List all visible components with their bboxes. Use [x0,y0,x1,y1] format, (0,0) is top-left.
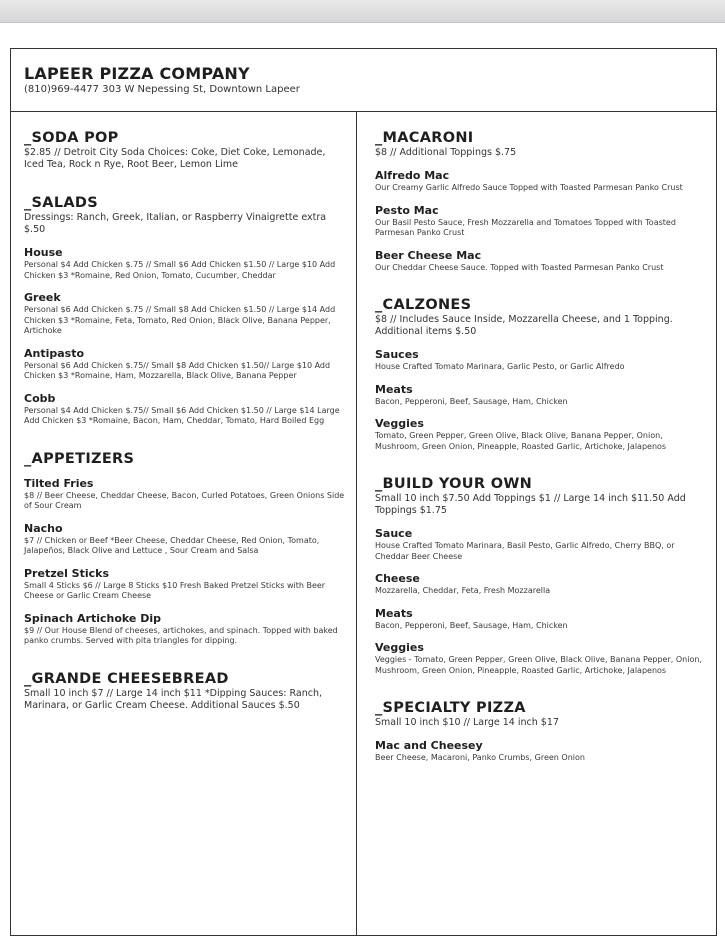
menu-item-description: Bacon, Pepperoni, Beef, Sausage, Ham, Chicken [375,396,568,406]
menu-item-description: Veggies - Tomato, Green Pepper, Green Olive, Black Olive, Banana Pepper, Onion, Mushroom, Green Onion, Pineapple, Roasted Garlic, Artichoke, Jalapenos [375,655,702,675]
menu-item-name: Tilted Fries [24,476,94,490]
menu-item-name: Meats [375,606,413,620]
menu-item-description: $8 // Beer Cheese, Cheddar Cheese, Bacon, Curled Potatoes, Green Onions Side of Sour Cream [24,490,345,510]
menu-item-description: Personal $6 Add Chicken $.75// Small $8 Add Chicken $1.50// Large $10 Add Chicken $3 *Romaine, Ham, Mozzarella, Black Olive, Banana Pepper [24,360,331,380]
menu-item [375,204,708,239]
menu-item [375,607,708,632]
menu-item-name: House [24,246,63,259]
menu-item-description: Small 4 Sticks $6 // Large 8 Sticks $10 Fresh Baked Pretzel Sticks with Beer Cheese or Garlic Cream Cheese [24,580,326,600]
menu-item-name: Veggies [375,417,424,430]
menu-item [375,417,708,452]
menu-section [375,476,708,676]
company-address: (810)969-4477 303 W Nepessing St, Downtown Lapeer [24,84,300,95]
section-description: Small 10 inch $7 // Large 14 inch $11 *Dipping Sauces: Ranch, Marinara, or Garlic Cream Cheese. Additional Sauces $.50 [24,687,322,711]
menu-item-name: Greek [24,291,61,304]
menu-item [24,612,348,647]
menu-item-description: Beer Cheese, Macaroni, Panko Crumbs, Green Onion [375,753,585,762]
section-title: _SODA POP [24,130,119,146]
company-name: LAPEER PIZZA COMPANY [24,64,250,83]
section-description: Small 10 inch $10 // Large 14 inch $17 [375,717,559,728]
menu-item-description: $9 // Our House Blend of cheeses, artichokes, and spinach. Topped with baked panko crumbs. Served with pita triangles for dipping. [24,625,338,645]
menu-item-name: Mac and Cheesey [375,739,483,752]
menu-item-description: Our Creamy Garlic Alfredo Sauce Topped with Toasted Parmesan Panko Crust [375,183,683,192]
menu-item [24,246,348,281]
menu-item-name: Spinach Artichoke Dip [24,611,161,625]
menu-item-name: Meats [375,382,413,396]
menu-item-name: Pretzel Sticks [24,566,110,580]
menu-item-description: Personal $4 Add Chicken $.75// Small $6 Add Chicken $1.50 // Large $14 Large Add Chicken $3 *Romaine, Bacon, Ham, Cheddar, Tomato, Hard Boiled Egg [24,405,340,425]
menu-item-description: House Crafted Tomato Marinara, Garlic Pesto, or Garlic Alfredo [375,362,625,371]
section-title: _SPECIALTY PIZZA [375,700,526,716]
menu-item [24,347,348,382]
menu-section [24,451,348,647]
menu-item-name: Antipasto [24,346,85,360]
section-description: Dressings: Ranch, Greek, Italian, or Raspberry Vinaigrette extra $.50 [24,212,327,235]
menu-item-name: Cobb [24,391,56,405]
menu-item [24,291,348,337]
menu-item [375,572,708,597]
menu-section [375,130,708,273]
menu-item-description: Tomato, Green Pepper, Green Olive, Black Olive, Banana Pepper, Onion, Mushroom, Green Onion, Pineapple, Roasted Garlic, Artichoke, Jalapenos [375,431,667,451]
section-title: _MACARONI [375,130,474,146]
menu-item [375,527,708,562]
browser-top-bar [0,0,725,23]
menu-item [375,169,708,194]
menu-item-name: Pesto Mac [375,203,439,217]
menu-item-name: Beer Cheese Mac [375,248,482,262]
menu-item-description: Our Basil Pesto Sauce, Fresh Mozzarella and Tomatoes Topped with Toasted Parmesan Panko Crust [375,217,676,237]
section-description: Small 10 inch $7.50 Add Toppings $1 // Large 14 inch $11.50 Add Toppings $1.75 [375,493,686,516]
menu-section [375,297,708,452]
menu-item-description: Personal $4 Add Chicken $.75 // Small $6 Add Chicken $1.50 // Large $10 Add Chicken $3 *Romaine, Red Onion, Tomato, Cucumber, Cheddar [24,260,336,280]
section-title: _APPETIZERS [24,450,135,467]
section-title: _GRANDE CHEESEBREAD [24,670,229,687]
menu-section [24,671,348,712]
menu-item-name: Sauces [375,348,419,361]
menu-item-description: Mozzarella, Cheddar, Feta, Fresh Mozzarella [375,586,551,595]
section-title: _CALZONES [375,297,472,313]
right-column [357,112,716,935]
menu-item [375,739,708,764]
section-title: _BUILD YOUR OWN [375,476,533,492]
menu-section [375,700,708,764]
menu-item-name: Alfredo Mac [375,169,450,182]
menu-item-description: Bacon, Pepperoni, Beef, Sausage, Ham, Chicken [375,620,568,630]
menu-item-name: Veggies [375,641,424,654]
menu-item-description: House Crafted Tomato Marinara, Basil Pesto, Garlic Alfredo, Cherry BBQ, or Cheddar Beer Cheese [375,541,675,561]
menu-item [375,249,708,274]
menu-section [24,195,348,427]
menu-header [11,49,716,112]
menu-item [24,522,348,557]
menu-item-description: Our Cheddar Cheese Sauce. Topped with Toasted Parmesan Panko Crust [375,262,664,272]
menu-item-name: Cheese [375,572,420,585]
menu-item [375,348,708,373]
menu-item-name: Nacho [24,521,63,535]
section-description: $8 // Additional Toppings $.75 [375,147,517,158]
section-description: $8 // Includes Sauce Inside, Mozzarella Cheese, and 1 Topping. Additional items $.50 [375,314,673,337]
menu-item-description: Personal $6 Add Chicken $.75 // Small $8 Add Chicken $1.50 // Large $14 Add Chicken $3 *Romaine, Feta, Tomato, Red Onion, Black Olive, Banana Pepper, Artichoke [24,305,336,335]
section-title: _SALADS [24,195,98,211]
menu-item-name: Sauce [375,527,413,540]
menu-item [375,641,708,676]
left-column [11,112,357,935]
menu-section [24,130,348,171]
section-description: $2.85 // Detroit City Soda Choices: Coke, Diet Coke, Lemonade, Iced Tea, Rock n Rye, Root Beer, Lemon Lime [24,147,326,170]
menu-card [10,48,717,936]
menu-item [24,477,348,512]
menu-item [375,383,708,408]
menu-item-description: $7 // Chicken or Beef *Beer Cheese, Cheddar Cheese, Red Onion, Tomato, Jalapeños, Black Olive and Lettuce , Sour Cream and Salsa [24,535,320,555]
menu-item [24,567,348,602]
menu-item [24,392,348,427]
